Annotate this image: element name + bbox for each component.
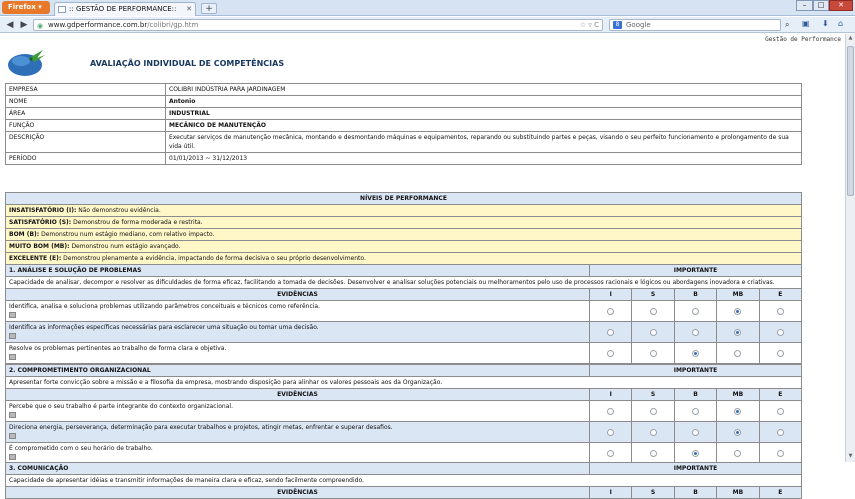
rating-radio[interactable] [692, 429, 699, 436]
rating-cell [632, 301, 674, 322]
rating-radio[interactable] [777, 450, 784, 457]
rating-radio[interactable] [692, 450, 699, 457]
rating-column-header: S [632, 389, 674, 401]
rating-cell [759, 443, 801, 464]
rating-cell [674, 343, 716, 364]
competency-description-row [6, 475, 802, 487]
info-row [6, 96, 802, 108]
rating-column-header: B [674, 487, 716, 499]
evidence-header-row [6, 289, 802, 301]
scroll-up-icon[interactable]: ▲ [848, 35, 853, 41]
evidence-row [6, 343, 802, 364]
competency-description: Capacidade de apresentar idéias e transmitir informações de maneira clara e eficaz, sendo facilmente compreendido. [6, 475, 802, 487]
company-logo [7, 46, 47, 78]
rating-cell [717, 422, 759, 443]
info-label: FUNÇÃO [6, 120, 166, 132]
evidence-cell [6, 443, 590, 464]
level-text: Demonstrou plenamente a evidência, impactando de forma decisiva o seu próprio desenvolvimento. [61, 255, 366, 262]
competency-title: 1. ANÁLISE E SOLUÇÃO DE PROBLEMAS [6, 265, 590, 277]
rating-cell [674, 422, 716, 443]
rating-cell [632, 343, 674, 364]
rating-column-header: S [632, 289, 674, 301]
rating-radio[interactable] [734, 408, 741, 415]
rating-radio[interactable] [777, 350, 784, 357]
rating-radio[interactable] [734, 450, 741, 457]
info-row [6, 132, 802, 153]
back-icon[interactable]: ◀ [6, 20, 14, 30]
rating-column-header: MB [717, 487, 759, 499]
rating-cell [759, 343, 801, 364]
home-icon[interactable]: ⌂ [838, 19, 844, 28]
level-cell [6, 253, 802, 265]
rating-cell [674, 401, 716, 422]
rating-cell [759, 322, 801, 343]
rating-radio[interactable] [650, 450, 657, 457]
level-cell [6, 229, 802, 241]
comment-icon[interactable] [9, 412, 16, 418]
rating-column-header: I [590, 289, 632, 301]
level-row [6, 205, 802, 217]
level-cell [6, 217, 802, 229]
rating-column-header: B [674, 389, 716, 401]
rating-cell [590, 301, 632, 322]
rating-radio[interactable] [734, 308, 741, 315]
bookmark-reload-icons[interactable]: ☆ ▿ C [579, 21, 599, 29]
competency-table [5, 462, 802, 499]
competency-description: Apresentar forte convicção sobre a missão e a filosofia da empresa, mostrando disposição para alinhar os valores pessoais aos da Organização. [6, 377, 802, 389]
rating-radio[interactable] [607, 329, 614, 336]
page-favicon-icon [58, 6, 66, 13]
info-row [6, 120, 802, 132]
comment-icon[interactable] [9, 454, 16, 460]
rating-cell [590, 401, 632, 422]
vertical-scrollbar[interactable] [845, 34, 855, 462]
rating-column-header: MB [717, 389, 759, 401]
rating-radio[interactable] [777, 329, 784, 336]
rating-cell [717, 401, 759, 422]
rating-column-header: B [674, 289, 716, 301]
level-row [6, 241, 802, 253]
rating-column-header: MB [717, 289, 759, 301]
evidence-row [6, 422, 802, 443]
browser-tab[interactable] [54, 2, 196, 16]
page-title: AVALIAÇÃO INDIVIDUAL DE COMPETÊNCIAS [90, 59, 285, 68]
evidence-text: Percebe que o seu trabalho é parte integrante do contexto organizacional. [9, 403, 233, 410]
minimize-button[interactable]: – [796, 0, 813, 11]
level-text: Demonstrou num estágio mediano, com relativo impacto. [39, 231, 215, 238]
competency-table [5, 364, 802, 464]
rating-cell [674, 301, 716, 322]
level-text: Demonstrou de forma moderada e restrita. [71, 219, 203, 226]
rating-radio[interactable] [692, 329, 699, 336]
evidence-text: Identifica as informações específicas necessárias para esclarecer uma situação ou tomar uma decisão. [9, 324, 319, 331]
rating-radio[interactable] [692, 350, 699, 357]
firefox-menu-label: Firefox [8, 3, 36, 11]
importance-label: IMPORTANTE [590, 265, 802, 277]
evidence-cell [6, 322, 590, 343]
competency-description: Capacidade de analisar, decompor e resolver as dificuldades de forma eficaz, facilitando a tomada de decisões. Desenvolver e analisar soluções potenciais ou melhoramentos pelo uso de processos racionais e lógicos ou abordagens inovadora e criativas. [6, 277, 802, 289]
rating-cell [674, 443, 716, 464]
rating-column-header: S [632, 487, 674, 499]
importance-label: IMPORTANTE [590, 463, 802, 475]
levels-header: NÍVEIS DE PERFORMANCE [6, 193, 802, 205]
info-label: PERÍODO [6, 153, 166, 165]
rating-cell [632, 322, 674, 343]
evidence-cell [6, 343, 590, 364]
rating-radio[interactable] [692, 308, 699, 315]
evidence-cell [6, 301, 590, 322]
competency-header-row [6, 265, 802, 277]
bookmarks-icon[interactable]: ▣ [802, 19, 810, 28]
level-term: BOM (B): [9, 231, 40, 238]
rating-cell [590, 322, 632, 343]
importance-label: IMPORTANTE [590, 365, 802, 377]
rating-radio[interactable] [650, 308, 657, 315]
evidence-header-row [6, 389, 802, 401]
rating-cell [717, 443, 759, 464]
evidence-text: Identifica, analisa e soluciona problemas utilizando parâmetros conceituais e técnicos como referência. [9, 303, 320, 310]
employee-info-table [5, 83, 802, 165]
evidence-row [6, 401, 802, 422]
info-value: Antonio [166, 96, 802, 108]
comment-icon[interactable] [9, 312, 16, 318]
comment-icon[interactable] [9, 354, 16, 360]
rating-cell [717, 322, 759, 343]
rating-column-header: I [590, 487, 632, 499]
comment-icon[interactable] [9, 333, 16, 339]
site-identity-icon: ◉ [37, 22, 44, 30]
tab-title: :: GESTÃO DE PERFORMANCE:: [69, 5, 177, 13]
rating-radio[interactable] [607, 450, 614, 457]
search-placeholder: Google [626, 21, 651, 29]
level-term: MUITO BOM (MB): [9, 243, 70, 250]
download-icon[interactable]: ⬇ [822, 19, 829, 28]
level-cell [6, 205, 802, 217]
comment-icon[interactable] [9, 433, 16, 439]
rating-cell [590, 343, 632, 364]
competency-title: 2. COMPROMETIMENTO ORGANIZACIONAL [6, 365, 590, 377]
evidence-text: Resolve os problemas pertinentes ao trabalho de forma clara e objetiva. [9, 345, 227, 352]
brand-text: Gestão de Performance [765, 36, 841, 43]
scrollbar-thumb[interactable] [847, 46, 854, 196]
competency-description-row [6, 277, 802, 289]
rating-radio[interactable] [777, 408, 784, 415]
rating-radio[interactable] [607, 350, 614, 357]
info-label: NOME [6, 96, 166, 108]
url-domain: www.gdperformance.com.br [48, 21, 148, 29]
rating-cell [632, 422, 674, 443]
level-row [6, 217, 802, 229]
info-label: ÁREA [6, 108, 166, 120]
rating-radio[interactable] [734, 329, 741, 336]
competency-description-row [6, 377, 802, 389]
level-text: Não demonstrou evidência. [76, 207, 161, 214]
rating-cell [632, 443, 674, 464]
competency-table [5, 264, 802, 364]
competency-title: 3. COMUNICAÇÃO [6, 463, 590, 475]
competency-header-row [6, 463, 802, 475]
evidence-row [6, 322, 802, 343]
info-value: MECÂNICO DE MANUTENÇÃO [166, 120, 802, 132]
evidence-header: EVIDÊNCIAS [6, 487, 590, 499]
rating-cell [674, 322, 716, 343]
navigation-toolbar [0, 17, 855, 33]
close-window-button[interactable]: ✕ [829, 0, 853, 11]
info-label: DESCRIÇÃO [6, 132, 166, 153]
rating-radio[interactable] [650, 329, 657, 336]
level-row [6, 253, 802, 265]
info-value: 01/01/2013 ~ 31/12/2013 [166, 153, 802, 165]
rating-radio[interactable] [650, 408, 657, 415]
rating-column-header: E [759, 289, 801, 301]
rating-cell [590, 422, 632, 443]
new-tab-button[interactable]: + [201, 3, 217, 14]
evidence-header: EVIDÊNCIAS [6, 389, 590, 401]
rating-radio[interactable] [650, 429, 657, 436]
info-value: INDUSTRIAL [166, 108, 802, 120]
rating-radio[interactable] [692, 408, 699, 415]
rating-cell [590, 443, 632, 464]
address-bar[interactable] [33, 19, 603, 31]
rating-radio[interactable] [777, 429, 784, 436]
level-row [6, 229, 802, 241]
evidence-text: Direciona energia, perseverança, determinação para executar trabalhos e projetos, atingir metas, enfrentar e superar desafios. [9, 424, 393, 431]
level-term: EXCELENTE (E): [9, 255, 62, 262]
rating-column-header: E [759, 487, 801, 499]
rating-radio[interactable] [734, 350, 741, 357]
info-label: EMPRESA [6, 84, 166, 96]
evidence-header: EVIDÊNCIAS [6, 289, 590, 301]
search-engine-icon[interactable]: 8 [613, 21, 622, 29]
browser-titlebar [0, 0, 855, 16]
rating-radio[interactable] [650, 350, 657, 357]
forward-icon[interactable]: ▶ [20, 20, 28, 30]
rating-cell [632, 401, 674, 422]
evidence-row [6, 301, 802, 322]
level-cell [6, 241, 802, 253]
evidence-cell [6, 422, 590, 443]
level-text: Demonstrou num estágio avançado. [69, 243, 181, 250]
evidence-row [6, 443, 802, 464]
rating-cell [759, 301, 801, 322]
url-path: /colibri/gp.htm [147, 21, 199, 29]
close-tab-icon[interactable]: ✕ [186, 5, 192, 13]
rating-cell [759, 401, 801, 422]
maximize-button[interactable]: □ [813, 0, 829, 11]
performance-levels-table [5, 192, 802, 265]
info-row [6, 108, 802, 120]
rating-radio[interactable] [734, 429, 741, 436]
rating-cell [717, 301, 759, 322]
rating-radio[interactable] [607, 308, 614, 315]
rating-cell [759, 422, 801, 443]
rating-column-header: I [590, 389, 632, 401]
rating-column-header: E [759, 389, 801, 401]
evidence-cell [6, 401, 590, 422]
search-box[interactable] [609, 19, 781, 31]
rating-radio[interactable] [607, 429, 614, 436]
rating-radio[interactable] [777, 308, 784, 315]
firefox-menu-button[interactable]: Firefox ▾ [2, 1, 50, 14]
page-viewport [0, 34, 845, 496]
rating-cell [717, 343, 759, 364]
info-row [6, 153, 802, 165]
rating-radio[interactable] [607, 408, 614, 415]
evidence-header-row [6, 487, 802, 499]
info-value: COLIBRI INDÚSTRIA PARA JARDINAGEM [166, 84, 802, 96]
level-term: INSATISFATÓRIO (I): [9, 207, 77, 214]
info-value: Executar serviços de manutenção mecânica, montando e desmontando máquinas e equipamentos, reparando ou substituindo partes e peças, visando o seu perfeito funcionamento e prolongamento de sua vida útil. [166, 132, 802, 153]
competency-header-row [6, 365, 802, 377]
search-icon[interactable]: ⌕ [785, 20, 790, 29]
scroll-down-icon[interactable]: ▼ [848, 453, 853, 459]
evidence-text: É comprometido com o seu horário de trabalho. [9, 445, 153, 452]
info-row [6, 84, 802, 96]
level-term: SATISFATÓRIO (S): [9, 219, 72, 226]
